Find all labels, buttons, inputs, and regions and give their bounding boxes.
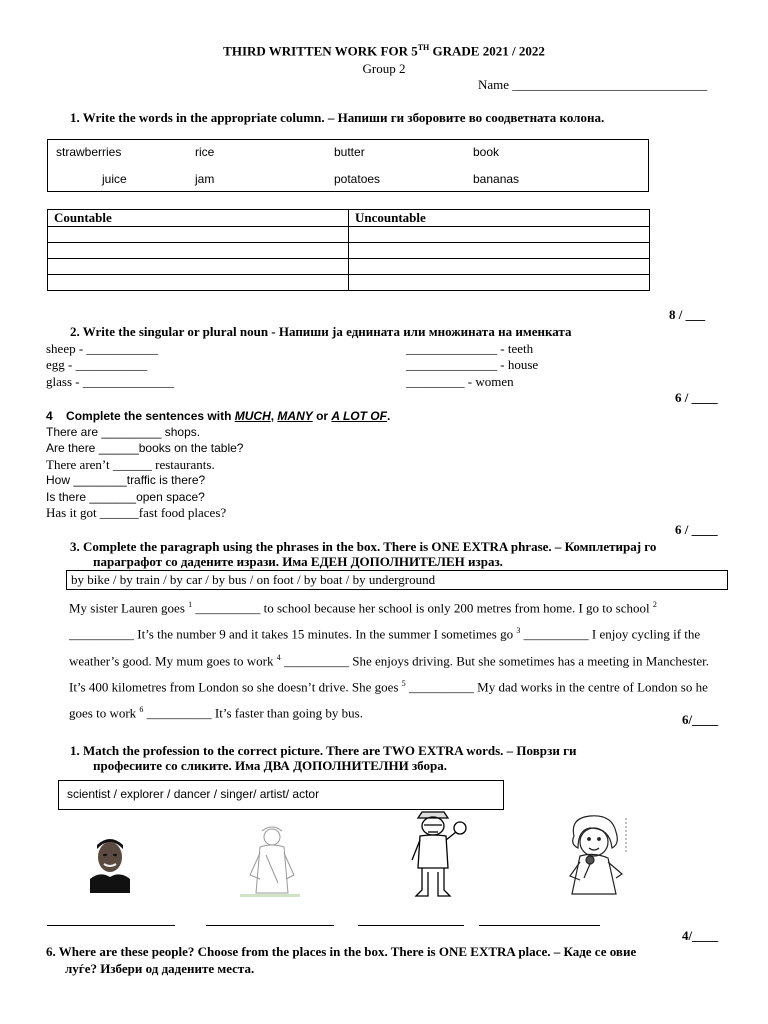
word: butter (334, 145, 365, 159)
group-label: Group 2 (362, 61, 406, 76)
ex5-instruction-cont: професиите со сликите. Има ДВА ДОПОЛНИТЕЛНИ збора. (93, 758, 447, 773)
ex5-instruction: 1. Match the profession to the correct picture. There are TWO EXTRA words. – Поврзи ги (70, 743, 577, 758)
ex2-right-item[interactable]: ______________ - house (406, 357, 539, 372)
ex2-right-item[interactable]: ______________ - teeth (406, 341, 534, 356)
ex6-instruction: 6. Where are these people? Choose from the places in the box. There is ONE EXTRA place. – Каде се овие (46, 944, 637, 959)
word: jam (195, 172, 215, 186)
name-line[interactable]: Name ______________________________ (478, 77, 708, 92)
ex2-right-item[interactable]: _________ - women (406, 374, 514, 389)
ex2-left-item[interactable]: sheep - ___________ (46, 341, 158, 356)
actor-photo-icon (90, 835, 130, 893)
uncountable-header: Uncountable (349, 210, 650, 227)
ex5-word-box (58, 780, 504, 810)
profession-list: scientist / explorer / dancer / singer/ artist/ actor (67, 787, 320, 801)
artist-drawing-icon (236, 823, 304, 901)
ex3-phrase-box (66, 570, 728, 590)
ex1-score[interactable]: 8 / ___ (669, 307, 706, 322)
ex5-score[interactable]: 4/____ (682, 928, 719, 943)
word: bananas (473, 172, 520, 186)
ex4-instruction: 4 Complete the sentences with MUCH, MANY or A LOT OF. (46, 409, 391, 423)
answer-line[interactable] (47, 925, 175, 926)
word: rice (195, 145, 215, 159)
ex3-paragraph[interactable]: My sister Lauren goes $^1$ __________ to school because her school is only 200 metres from home. I go to school $^2$ __________ It’s the number 9 and it takes 15 minutes. In the summer I sometimes go $^3$ __________ I enjoy cycling if the weather’s good. My mum goes to work $^4$ __________ She enjoys driving. But she sometimes has a meeting in Manchester. It’s 400 kilometres from London so she doesn’t drive. She goes $^5$ __________ My dad works in the centre of London so he goes to work $^6$ __________ It’s faster than going by bus. (69, 600, 709, 721)
ex1-word-box (47, 139, 649, 192)
ex3-instruction: 3. Complete the paragraph using the phrases in the box. There is ONE EXTRA phrase. – Комплетирај го (70, 539, 657, 554)
table-cell[interactable] (48, 275, 349, 291)
table-cell[interactable] (48, 227, 349, 243)
table-cell[interactable] (349, 259, 650, 275)
ex4-sentence[interactable]: Is there _______open space? (46, 490, 205, 504)
explorer-cartoon-icon (404, 810, 470, 902)
answer-line[interactable] (479, 925, 600, 926)
ex3-instruction-cont: параграфот со дадените изрази. Има ЕДЕН ДОПОЛНИТЕЛЕН израз. (93, 554, 503, 569)
word: potatoes (334, 172, 381, 186)
ex1-instruction: 1. Write the words in the appropriate column. – Напиши ги зборовите во соодветната колона. (70, 110, 605, 125)
page-title: THIRD WRITTEN WORK FOR 5TH GRADE 2021 / 2022 (223, 43, 545, 59)
ex6-instruction-cont: луѓе? Избери од дадените места. (65, 961, 255, 976)
phrase-list: by bike / by train / by car / by bus / on foot / by boat / by underground (71, 572, 436, 587)
table-cell[interactable] (349, 275, 650, 291)
ex2-score[interactable]: 6 / ____ (675, 390, 718, 405)
ex3-score[interactable]: 6/____ (682, 712, 719, 727)
table-cell[interactable] (349, 227, 650, 243)
table-cell[interactable] (48, 259, 349, 275)
ex4-sentence[interactable]: How ________traffic is there? (46, 473, 206, 487)
ex2-left-item[interactable]: glass - ______________ (46, 374, 174, 389)
word: book (473, 145, 500, 159)
word: strawberries (56, 145, 122, 159)
answer-line[interactable] (358, 925, 464, 926)
ex4-sentence[interactable]: There are _________ shops. (46, 425, 201, 439)
ex2-instruction: 2. Write the singular or plural noun - Напиши ја еднината или множината на именката (70, 324, 572, 339)
table-cell[interactable] (48, 243, 349, 259)
countable-table (47, 209, 650, 291)
singer-cartoon-icon (560, 814, 634, 904)
ex4-score[interactable]: 6 / ____ (675, 522, 718, 537)
answer-line[interactable] (206, 925, 334, 926)
word: juice (102, 172, 127, 186)
countable-header: Countable (48, 210, 349, 227)
ex4-sentence[interactable]: There aren’t ______ restaurants. (46, 457, 215, 472)
ex4-sentence[interactable]: Has it got ______fast food places? (46, 505, 227, 520)
ex2-left-item[interactable]: egg - ___________ (46, 357, 148, 372)
table-cell[interactable] (349, 243, 650, 259)
ex4-sentence[interactable]: Are there ______books on the table? (46, 441, 244, 455)
